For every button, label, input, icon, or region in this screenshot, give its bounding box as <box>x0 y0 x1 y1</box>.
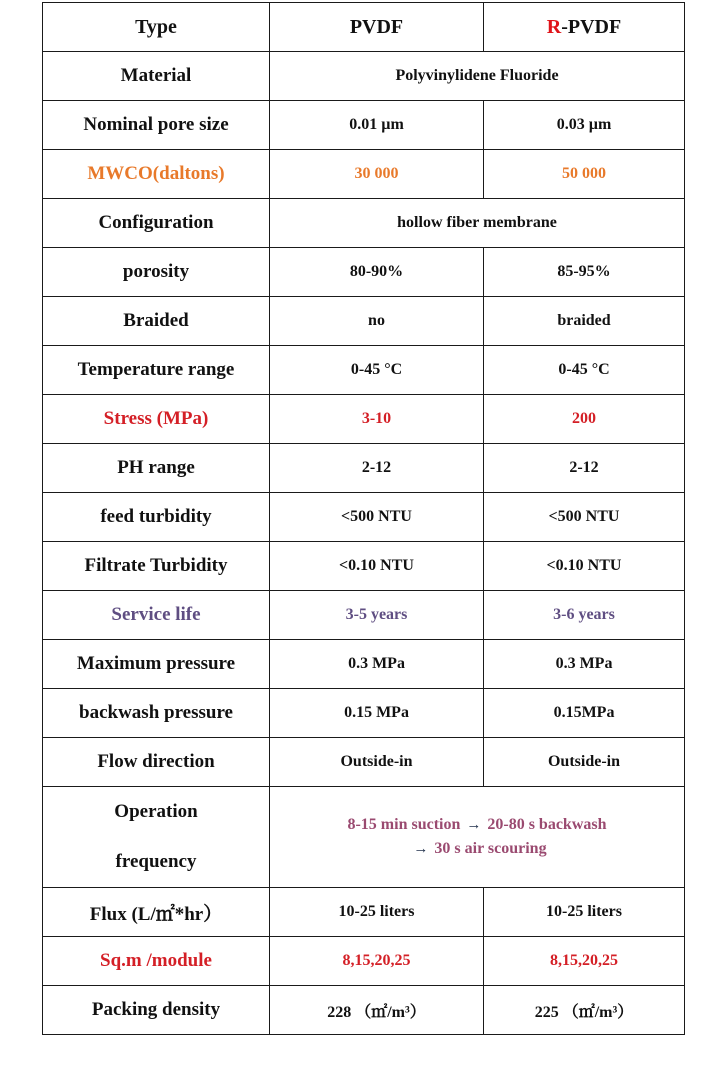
pvdf-value: 3-5 years <box>270 591 484 640</box>
pvdf-value: 10-25 liters <box>270 888 484 937</box>
rpvdf-value: 10-25 liters <box>484 888 685 937</box>
row-label: Nominal pore size <box>43 101 270 150</box>
row-label: porosity <box>43 248 270 297</box>
row-label: Packing density <box>43 986 270 1035</box>
table-row-operation-frequency <box>43 787 685 888</box>
pvdf-value: 0-45 °C <box>270 346 484 395</box>
rpvdf-value: 0.15MPa <box>484 689 685 738</box>
table-row-backwash-pressure <box>43 689 685 738</box>
membrane-spec-table <box>42 2 685 1035</box>
rpvdf-value: <0.10 NTU <box>484 542 685 591</box>
pvdf-value: <500 NTU <box>270 493 484 542</box>
merged-value: Polyvinylidene Fluoride <box>270 52 685 101</box>
row-label: Flux (L/㎡*hr） <box>43 888 270 937</box>
header-rpvdf-prefix: R <box>546 15 562 38</box>
rpvdf-value: 200 <box>484 395 685 444</box>
row-label-line2: frequency <box>115 851 197 872</box>
rpvdf-value: 3-6 years <box>484 591 685 640</box>
table-row-pore-size <box>43 101 685 150</box>
table-row-ph <box>43 444 685 493</box>
pvdf-value: 0.3 MPa <box>270 640 484 689</box>
row-label: Filtrate Turbidity <box>43 542 270 591</box>
table-row-packing-density <box>43 986 685 1035</box>
row-label: MWCO(daltons) <box>43 150 270 199</box>
row-label: Service life <box>43 591 270 640</box>
table-row-configuration <box>43 199 685 248</box>
rpvdf-value: 0.3 MPa <box>484 640 685 689</box>
table-row-flow-direction <box>43 738 685 787</box>
rpvdf-value: 85-95% <box>484 248 685 297</box>
row-label: Configuration <box>43 199 270 248</box>
rpvdf-value: 8,15,20,25 <box>484 937 685 986</box>
row-label-line1: Operation <box>114 801 198 822</box>
pvdf-value: 30 000 <box>270 150 484 199</box>
row-label: Braided <box>43 297 270 346</box>
pvdf-value: 8,15,20,25 <box>270 937 484 986</box>
pvdf-value: 3-10 <box>270 395 484 444</box>
row-label: backwash pressure <box>43 689 270 738</box>
pvdf-value: 80-90% <box>270 248 484 297</box>
rpvdf-value: 2-12 <box>484 444 685 493</box>
merged-value: hollow fiber membrane <box>270 199 685 248</box>
arrow-right-icon: → <box>466 817 482 833</box>
rpvdf-value: 225 （㎡/m³） <box>484 986 685 1035</box>
row-label: PH range <box>43 444 270 493</box>
table-row-sqm-module <box>43 937 685 986</box>
row-label: Material <box>43 52 270 101</box>
table-row-service-life <box>43 591 685 640</box>
rpvdf-value: 0.03 µm <box>484 101 685 150</box>
header-row <box>43 3 685 52</box>
table-row-max-pressure <box>43 640 685 689</box>
table-row-temperature <box>43 346 685 395</box>
table-row-porosity <box>43 248 685 297</box>
table-row-stress <box>43 395 685 444</box>
header-type: Type <box>43 3 270 52</box>
arrow-right-icon: → <box>413 841 429 857</box>
backwash-step: 20-80 s backwash <box>487 816 607 833</box>
suction-step: 8-15 min suction <box>347 816 461 833</box>
table-row-material <box>43 52 685 101</box>
header-rpvdf <box>484 3 685 52</box>
air-scouring-step: 30 s air scouring <box>434 840 547 857</box>
operation-cycle-line2 <box>270 837 684 861</box>
pvdf-value: 228 （㎡/m³） <box>270 986 484 1035</box>
pvdf-value: Outside-in <box>270 738 484 787</box>
table-row-mwco <box>43 150 685 199</box>
row-label: Flow direction <box>43 738 270 787</box>
row-label: Maximum pressure <box>43 640 270 689</box>
row-label: Temperature range <box>43 346 270 395</box>
table-row-filtrate-turbidity <box>43 542 685 591</box>
rpvdf-value: Outside-in <box>484 738 685 787</box>
pvdf-value: 0.01 µm <box>270 101 484 150</box>
rpvdf-value: 50 000 <box>484 150 685 199</box>
table-row-feed-turbidity <box>43 493 685 542</box>
header-pvdf: PVDF <box>270 3 484 52</box>
header-rpvdf-suffix: -PVDF <box>561 15 622 38</box>
rpvdf-value: braided <box>484 297 685 346</box>
row-label <box>43 787 270 888</box>
row-label: feed turbidity <box>43 493 270 542</box>
pvdf-value: no <box>270 297 484 346</box>
rpvdf-value: <500 NTU <box>484 493 685 542</box>
pvdf-value: 0.15 MPa <box>270 689 484 738</box>
table-row-flux <box>43 888 685 937</box>
pvdf-value: 2-12 <box>270 444 484 493</box>
table-row-braided <box>43 297 685 346</box>
operation-cycle-line1 <box>270 813 684 837</box>
row-label: Stress (MPa) <box>43 395 270 444</box>
pvdf-value: <0.10 NTU <box>270 542 484 591</box>
operation-cycle <box>270 787 685 888</box>
row-label: Sq.m /module <box>43 937 270 986</box>
rpvdf-value: 0-45 °C <box>484 346 685 395</box>
